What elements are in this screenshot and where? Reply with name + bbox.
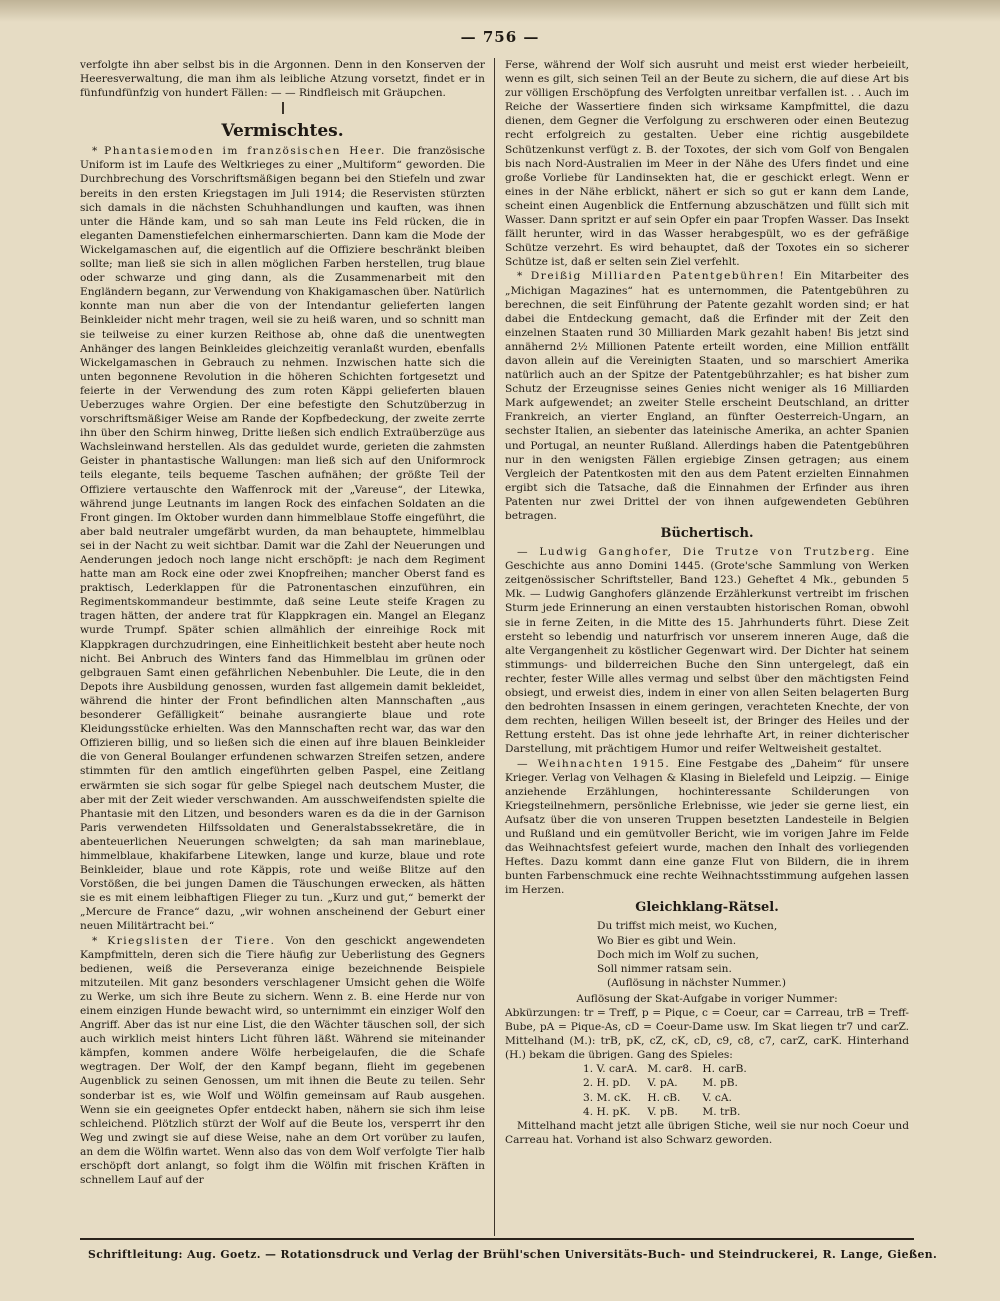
book-review-ganghofer — [505, 545, 909, 756]
table-cell: H. carB. — [702, 1063, 747, 1076]
section-title-vermischtes: Vermischtes. — [221, 121, 344, 142]
table-cell: 2. H. pD. — [583, 1077, 631, 1090]
page-edge-shadow — [0, 0, 1000, 22]
table-cell: V. pA. — [647, 1077, 678, 1090]
section-divider — [282, 102, 284, 114]
book-title: — Ludwig Ganghofer, Die Trutze von Trutzberg. — [517, 546, 877, 559]
table-cell: H. cB. — [647, 1091, 681, 1104]
imprint-footer: Schriftleitung: Aug. Goetz. — Rotationsdruck und Verlag der Brühl'schen Universitäts-Buch- und Steindruckerei, R. Lange, Gießen. — [88, 1248, 938, 1261]
book-review-body: Eine Festgabe des „Daheim“ für unsere Krieger. Verlag von Velhagen & Klasing in Bielefeld und Leipzig. — Einige anziehende Erzählungen, hochinteressante Schilderungen von Kriegsteilnehmern, persönliche Erlebnisse, wie jeder sie gerne liest, ein Aufsatz über die von unseren Truppen besetzten Landesteile in Belgien und Rußland und ein gemütvoller Bericht, wie im vorigen Jahre im Felde das Weihnachtsfest gefeiert wurde, machen den Inhalt des vorliegenden Heftes. Dazu kommt dann eine ganze Flut von Bildern, die in ihrem bunten Farbenschmuck eine rechte Weihnachtsstimmung aufgehen lassen im Herzen. — [505, 757, 910, 897]
article-title: Phantasiemoden im französischen Heer. — [104, 145, 386, 158]
book-title: — Weihnachten 1915. — [517, 757, 671, 770]
article-patentgebuehren: * Dreißig Milliarden Patentgebühren! Ein Mitarbeiter des „Michigan Magazines“ hat es unternommen, die Patentgebühren zu berechnen, die seit Einführung der Patente gezahlt worden sind; er hat dabei die Entdeckung gemacht, daß die Erfinder mit der Zeit den einzelnen Staaten rund 30 Milliarden Mark gezahlt haben! Bis jetzt sind annähernd 2½ Millionen Patente erteilt worden, eine Million entfällt davon allein auf die Vereinigten Staaten, und so marschiert Amerika natürlich auch an der Spitze der Patentgebührzahler; es hat bisher zum Schutz der Erzeugnisse seines Genies nicht weniger als 16 Milliarden Mark aufgewendet; an zweiter Stelle erscheint Deutschland, an dritter Frankreich, an vierter England, an fünfter Oesterreich-Ungarn, an sechster Italien, an siebenter das lateinische Amerika, an achter Spanien und Portugal, an neunter Rußland. Allerdings haben die Patentgebühren nur in den wenigsten Fällen ergiebige Zinsen getragen; aus einem Vergleich der Patentkosten mit den aus dem Patent erzielten Einnahmen ergibt sich die Tatsache, daß die Einnahmen der Erfinder aus ihren Patenten nur zwei Drittel der von ihnen aufgewendeten Gebühren betragen. — [505, 270, 909, 522]
table-row — [583, 1076, 757, 1090]
article-title: Kriegslisten der Tiere. — [107, 934, 276, 947]
skat-text: Abkürzungen: tr = Treff, p = Pique, c = Coeur, car = Carreau, trB = Treff-Bube, pA = Pique-As, cD = Coeur-Dame usw. Im Skat liegen tr7 und carZ. Mittelhand (M.): trB, pK, cZ, cK, cD, c9, c8, c7, carZ, carK. Hinterhand (H.) bekam die übrigen. Gang des Spieles: — [505, 1007, 909, 1062]
riddle-note: (Auflösung in nächster Nummer.) — [607, 976, 787, 989]
book-review-weihnachten — [505, 757, 909, 898]
section-title-buechertisch: Büchertisch. — [660, 526, 754, 542]
intro-paragraph: verfolgte ihn aber selbst bis in die Argonnen. Denn in den Konserven der Heeresverwaltung, die man ihm als leibliche Atzung vorsetzt, findet er in fünfundfünfzig von hundert Fällen: — — Rindfleisch mit Gräupchen. — [80, 59, 485, 100]
skat-moves-table — [583, 1062, 757, 1118]
article-kriegslisten: * Kriegslisten der Tiere. Von den geschickt angewendeten Kampfmitteln, deren sich die Tiere häufig zur Ueberlistung des Gegners bedienen, weiß die Perseveranza einige bezeichnende Beispiele mitzuteilen. Mit ganz besonders verschlagener Umsicht gehen die Wölfe zu Werke, um sich ihre Beute zu sichern. Wenn z. B. eine Herde nur von einem einzigen Hunde bewacht wird, so unternimmt ein einziger Wolf den Angriff. Aber das ist nur eine List, die den Wächter täuschen soll, der sich auch wirklich meist hinters Licht führen läßt. Während sie miteinander kämpfen, kommen andere Wölfe herbeigelaufen, die die Schafe wegtragen. Der Wolf, der den Kampf begann, flieht im gegebenen Augenblick zu seinen Genossen, um mit ihnen die Beute zu teilen. Sehr sonderbar ist es, wie Wolf und Wölfin gemeinsam auf Raub ausgehen. Wenn sie ein geeignetes Opfer entdeckt haben, nähern sie sich ihm leise schleichend. Plötzlich stürzt der Wolf auf die Beute los, versperrt ihr den Weg und zwingt sie auf diese Weise, nahe an dem Ort vorüber zu laufen, an dem die Wölfin wartet. Wenn also das von dem Wolf verfolgte Tier halb erschöpft dort anlangt, so folgt ihm die Wölfin mit frischen Kräften in schnellem Lauf auf der — [80, 934, 485, 1187]
riddle-line: Soll nimmer ratsam sein. — [597, 962, 732, 975]
table-row — [583, 1062, 757, 1076]
left-column — [80, 58, 485, 1187]
skat-title: Auflösung der Skat-Aufgabe in voriger Nummer: — [576, 992, 838, 1005]
skat-conclusion: Mittelhand macht jetzt alle übrigen Stiche, weil sie nur noch Coeur und Carreau hat. Vorhand ist also Schwarz geworden. — [505, 1119, 909, 1146]
article-body: Ein Mitarbeiter des „Michigan Magazines“ hat es unternommen, die Patentgebühren zu berechnen, die seit Einführung der Patente gezahlt worden sind; er hat dabei die Entdeckung gemacht, daß die Erfinder mit der Zeit den einzelnen Staaten rund 30 Milliarden Mark gezahlt haben! Bis jetzt sind annähernd 2½ Millionen Patente erteilt worden, eine Million entfällt davon allein auf die Vereinigten Staaten, und so marschiert Amerika natürlich auch an der Spitze der Patentgebührzahler; es hat bisher zum Schutz der Erzeugnisse seines Genies nicht weniger als 16 Milliarden Mark aufgewendet; an zweiter Stelle erscheint Deutschland, an dritter Frankreich, an vierter England, an fünfter Oesterreich-Ungarn, an sechster Italien, an siebenter das lateinische Amerika, an achter Spanien und Portugal, an neunter Rußland. Allerdings haben die Patentgebühren nur in den wenigsten Fällen ergiebige Zinsen getragen; aus einem Vergleich der Patentkosten mit den aus dem Patent erzielten Einnahmen ergibt sich die Tatsache, daß die Einnahmen der Erfinder aus ihren Patenten nur zwei Drittel der von ihnen aufgewendeten Gebühren betragen. — [505, 270, 909, 522]
table-cell: 4. H. pK. — [583, 1105, 631, 1118]
table-cell: V. cA. — [702, 1091, 732, 1104]
page-number: — 756 — — [460, 28, 540, 46]
table-cell: 1. V. carA. — [583, 1063, 638, 1076]
article-body: Die französische Uniform ist im Laufe des Weltkrieges zu einer „Multiform“ geworden. Die Durchbrechung des Vorschriftsmäßigen begann bei den Stiefeln und zwar bereits in den ersten Kriegstagen im Juli 1914; die Reservisten stürzten sich damals in die nächsten Schuhhandlungen und kauften, was ihnen unter die Hände kam, und so sah man Leute ins Feld rücken, die in eleganten Damenstiefelchen einhermarschierten. Dann kam die Mode der Wickelgamaschen auf, die eigentlich auf die Offiziere beschränkt bleiben sollte; man ließ sie sich in allen möglichen Farben herstellen, trug blaue oder schwarze und ging dann, als die Zusammenarbeit mit den Engländern begann, zur Verwendung von Khakigamaschen über. Natürlich konnte man nun aber die von der Intendantur gelieferten langen Beinkleider nicht mehr tragen, weil sie zu heiß waren, und so schnitt man sie teilweise zu einer kurzen Reithose ab, ohne daß die unentwegten Anhänger des langen Beinkleides gleichzeitig veranlaßt wurden, ebenfalls Wickelgamaschen in Gebrauch zu nehmen. Inzwischen hatte sich die unten begonnene Revolution in die höheren Schichten fortgesetzt und feierte in der Verwendung des zum roten Käppi gelieferten blauen Ueberzuges wahre Orgien. Der eine befestigte den Schutzüberzug in vorschriftsmäßiger Weise am Rande der Kopfbedeckung, der zweite zerrte ihn über den Schirm hinweg, Dritte ließen sich endlich Extraüberzüge aus Wachsleinwand herstellen. Als das geduldet wurde, gerieten die zahmsten Geister in phantastische Wallungen: man ließ sich auf den Uniformrock teils elegante, teils bequeme Taschen aufnähen; der größte Teil der Offiziere vertauschte den Waffenrock mit der „Vareuse“, der Litewka, während junge Leutnants im langen Rock des einfachen Soldaten an die Front gingen. Im Oktober wurden dann himmelblaue Stoffe eingeführt, die aber bald neutraler umgefärbt wurden, da man behauptete, himmelblau sei in der Nacht zu weit sichtbar. Damit war die Zahl der Neuerungen und Aenderungen jedoch noch lange nicht erschöpft: je nach dem Regiment hatte man am Rock eine oder zwei Knopfreihen; mancher Oberst fand es praktisch, Lederklappen für die Patronentaschen einzuführen, ein Regimentskommandeur bestimmte, daß seine Leute steife Kragen zu tragen hätten, der andere trat für Klappkragen ein. Mangel an Eleganz wurde Trumpf. Später schien allmählich der einreihige Rock mit Klappkragen durchzudringen, eine Einheitlichkeit besteht aber heute noch nicht. Bei Anbruch des Winters fand das Himmelblau im grünen oder gelbgrauen Samt einen gefährlichen Nebenbuhler. Die Leute, die in den Depots ihre Ausbildung genossen, wurden fast allgemein damit bekleidet, während die hinter der Front befindlichen alten Mannschaften „aus besonderer Gefälligkeit“ beinahe ausrangierte blaue und rote Kleidungsstücke erhielten. Was den Mannschaften recht war, das war den Offizieren billig, und so ließen sich die einen auf ihre blauen Beinkleider die von General Boulanger erfundenen schwarzen Streifen setzen, andere stimmten für den amtlich eingeführten gelben Paspel, eine Zeitlang erwärmten sie sich sogar für gelbe Spiegel nach deutschem Muster, die aber mit der Zeit wieder verschwanden. Am ausschweifendsten spielte die Phantasie mit den Litzen, und besonders waren es da die in der Garnison Paris verwendeten Hilfssoldaten und Generalstabssekretäre, die in abenteuerlichen Neuerungen schwelgten; da sah man marineblaue, himmelblaue, khakifarbene Litewken, lange und kurze, blaue und rote Beinkleider, blaue und rote Käppis, rote und weiße Blitze auf den Vorstößen, die bei jungen Damen die Täuschungen erwecken, als hätten sie es mit einem leibhaftigen Flieger zu tun. „Kurz und gut,“ bemerkt der „Mercure de France“ dazu, „wir wohnen anscheinend der Geburt einer neuen Militärtracht bei.“ — [80, 145, 486, 933]
footer-rule — [80, 1238, 914, 1240]
article-phantasiemoden: * Phantasiemoden im französischen Heer. Die französische Uniform ist im Laufe des Weltkrieges zu einer „Multiform“ geworden. Die Durchbrechung des Vorschriftsmäßigen begann bei den Stiefeln und zwar bereits in den ersten Kriegstagen im Juli 1914; die Reservisten stürzten sich damals in die nächsten Schuhhandlungen und kauften, was ihnen unter die Hände kam, und so sah man Leute ins Feld rücken, die in eleganten Damenstiefelchen einhermarschierten. Dann kam die Mode der Wickelgamaschen auf, die eigentlich auf die Offiziere beschränkt bleiben sollte; man ließ sie sich in allen möglichen Farben herstellen, trug blaue oder schwarze und ging dann, als die Zusammenarbeit mit den Engländern begann, zur Verwendung von Khakigamaschen über. Natürlich konnte man nun aber die von der Intendantur gelieferten langen Beinkleider nicht mehr tragen, weil sie zu heiß waren, und so schnitt man sie teilweise zu einer kurzen Reithose ab, ohne daß die unentwegten Anhänger des langen Beinkleides gleichzeitig veranlaßt wurden, ebenfalls Wickelgamaschen in Gebrauch zu nehmen. Inzwischen hatte sich die unten begonnene Revolution in die höheren Schichten fortgesetzt und feierte in der Verwendung des zum roten Käppi gelieferten blauen Ueberzuges wahre Orgien. Der eine befestigte den Schutzüberzug in vorschriftsmäßiger Weise am Rande der Kopfbedeckung, der zweite zerrte ihn über den Schirm hinweg, Dritte ließen sich endlich Extraüberzüge aus Wachsleinwand herstellen. Als das geduldet wurde, gerieten die zahmsten Geister in phantastische Wallungen: man ließ sich auf den Uniformrock teils elegante, teils bequeme Taschen aufnähen; der größte Teil der Offiziere vertauschte den Waffenrock mit der „Vareuse“, der Litewka, während junge Leutnants im langen Rock des einfachen Soldaten an die Front gingen. Im Oktober wurden dann himmelblaue Stoffe eingeführt, die aber bald neutraler umgefärbt wurden, da man behauptete, himmelblau sei in der Nacht zu weit sichtbar. Damit war die Zahl der Neuerungen und Aenderungen jedoch noch lange nicht erschöpft: je nach dem Regiment hatte man am Rock eine oder zwei Knopfreihen; mancher Oberst fand es praktisch, Lederklappen für die Patronentaschen einzuführen, ein Regimentskommandeur bestimmte, daß seine Leute steife Kragen zu tragen hätten, der andere trat für Klappkragen ein. Mangel an Eleganz wurde Trumpf. Später schien allmählich der einreihige Rock mit Klappkragen durchzudringen, eine Einheitlichkeit besteht aber heute noch nicht. Bei Anbruch des Winters fand das Himmelblau im grünen oder gelbgrauen Samt einen gefährlichen Nebenbuhler. Die Leute, die in den Depots ihre Ausbildung genossen, wurden fast allgemein damit bekleidet, während die hinter der Front befindlichen alten Mannschaften „aus besonderer Gefälligkeit“ beinahe ausrangierte blaue und rote Kleidungsstücke erhielten. Was den Mannschaften recht war, das war den Offizieren billig, und so ließen sich die einen auf ihre blauen Beinkleider die von General Boulanger erfundenen schwarzen Streifen setzen, andere stimmten für den amtlich eingeführten gelben Paspel, eine Zeitlang erwärmten sie sich sogar für gelbe Spiegel nach deutschem Muster, die aber mit der Zeit wieder verschwanden. Am ausschweifendsten spielte die Phantasie mit den Litzen, und besonders waren es da die in der Garnison Paris verwendeten Hilfssoldaten und Generalstabssekretäre, die in abenteuerlichen Neuerungen schwelgten; da sah man marineblaue, himmelblaue, khakifarbene Litewken, lange und kurze, blaue und rote Beinkleider, blaue und rote Käppis, rote und weiße Blitze auf den Vorstößen, die bei jungen Damen die Täuschungen erwecken, als hätten sie es mit einem leibhaftigen Flieger zu tun. „Kurz und gut,“ bemerkt der „Mercure de France“ dazu, „wir wohnen anscheinend der Geburt einer neuen Militärtracht bei.“ — [80, 145, 486, 933]
column-divider — [494, 58, 495, 1236]
riddle-line: Du triffst mich meist, wo Kuchen, — [597, 920, 778, 933]
table-cell: V. pB. — [647, 1105, 678, 1118]
article-title: Dreißig Milliarden Patentgebühren! — [530, 270, 786, 283]
table-cell: M. car8. — [647, 1063, 693, 1076]
table-cell: M. trB. — [702, 1105, 741, 1118]
article-body: Von den geschickt angewendeten Kampfmitteln, deren sich die Tiere häufig zur Ueberlistung des Gegners bedienen, weiß die Perseveranza einige bezeichnende Beispiele mitzuteilen. Mit ganz besonders verschlagener Umsicht gehen die Wölfe zu Werke, um sich ihre Beute zu sichern. Wenn z. B. eine Herde nur von einem einzigen Hunde bewacht wird, so unternimmt ein einziger Wolf den Angriff. Aber das ist nur eine List, die den Wächter täuschen soll, der sich auch wirklich meist hinters Licht führen läßt. Während sie miteinander kämpfen, kommen andere Wölfe herbeigelaufen, die die Schafe wegtragen. Der Wolf, der den Kampf begann, flieht im gegebenen Augenblick zu seinen Genossen, um mit ihnen die Beute zu teilen. Sehr sonderbar ist es, wie Wolf und Wölfin gemeinsam auf Raub ausgehen. Wenn sie ein geeignetes Opfer entdeckt haben, nähern sie sich ihm leise schleichend. Plötzlich stürzt der Wolf auf die Beute los, versperrt ihr den Weg und zwingt sie auf diese Weise, nahe an dem Ort vorüber zu laufen, an dem die Wölfin wartet. Wenn also das von dem Wolf verfolgte Tier halb erschöpft dort anlangt, so folgt ihm die Wölfin mit frischen Kräften in schnellem Lauf auf der — [80, 934, 485, 1187]
continuation-paragraph: Ferse, während der Wolf sich ausruht und meist erst wieder herbeieilt, wenn es gilt, sich seinen Teil an der Beute zu sichern, die auf diese Art bis zur völligen Erschöpfung des Verfolgten unreitbar verfallen ist. . . Auch im Reiche der Wassertiere finden sich wirksame Kampfmittel, die dazu dienen, dem Gegner die Verfolgung zu erschweren oder einen Beutezug recht erfolgreich zu gestalten. Ueber eine richtig ausgebildete Schützenkunst verfügt z. B. der Toxotes, der sich vom Golf von Bengalen bis nach Nord-Australien im Meer in der Nähe des Ufers findet und eine große Vorliebe für Landinsekten hat, die er geschickt erlegt. Wenn er eines in der Nähe erblickt, nähert er sich so gut er kann dem Lande, scheint einen Augenblick die Entfernung abzuschätzen und füllt sich mit Wasser. Dann spritzt er auf sein Opfer ein paar Tropfen Wasser. Das Insekt fällt herunter, wird in das Wasser herabgespült, wo es der gefräßige Schütze verzehrt. Es wird behauptet, daß der Toxotes ein so sicherer Schütze ist, daß er selten sein Ziel verfehlt. — [505, 59, 909, 269]
table-cell: 3. M. cK. — [583, 1091, 632, 1104]
right-column — [505, 58, 909, 1147]
section-title-raetsel: Gleichklang-Rätsel. — [635, 900, 779, 916]
table-row — [583, 1091, 757, 1105]
riddle-line: Doch mich im Wolf zu suchen, — [597, 948, 759, 961]
table-cell: M. pB. — [702, 1077, 738, 1090]
table-row — [583, 1105, 757, 1119]
riddle-poem — [597, 919, 909, 989]
riddle-line: Wo Bier es gibt und Wein. — [597, 934, 737, 947]
book-review-body: Eine Geschichte aus anno Domini 1445. (Grote'sche Sammlung von Werken zeitgenössischer Schriftsteller, Band 123.) Geheftet 4 Mk., gebunden 5 Mk. — Ludwig Ganghofers glänzende Erzählerkunst vertreibt im frischen Sturm jede Erinnerung an einen verstaubten historischen Roman, obwohl sie in ferne Zeiten, in die Mitte des 15. Jahrhunderts führt. Diese Zeit ersteht so lebendig und naturfrisch vor unserem inneren Auge, daß die alte Vergangenheit zu köstlicher Gegenwart wird. Der Dichter hat seinem stimmungs- und bilderreichen Buche den Sinn untergelegt, daß ein rechter, fester Wille alles vermag und selbst über den mächtigsten Feind obsiegt, und erweist dies, indem in einer von allen Seiten belagerten Burg den bedrohten Insassen in einem geringen, verachteten Knechte, der von dem rechten, heiligen Willen beseelt ist, der Bringer des Heiles und der Rettung ersteht. Das ist ohne jede lehrhafte Art, in reiner dichterischer Darstellung, mit prächtigem Humor und reifer Weltweisheit gestaltet. — [505, 546, 909, 756]
